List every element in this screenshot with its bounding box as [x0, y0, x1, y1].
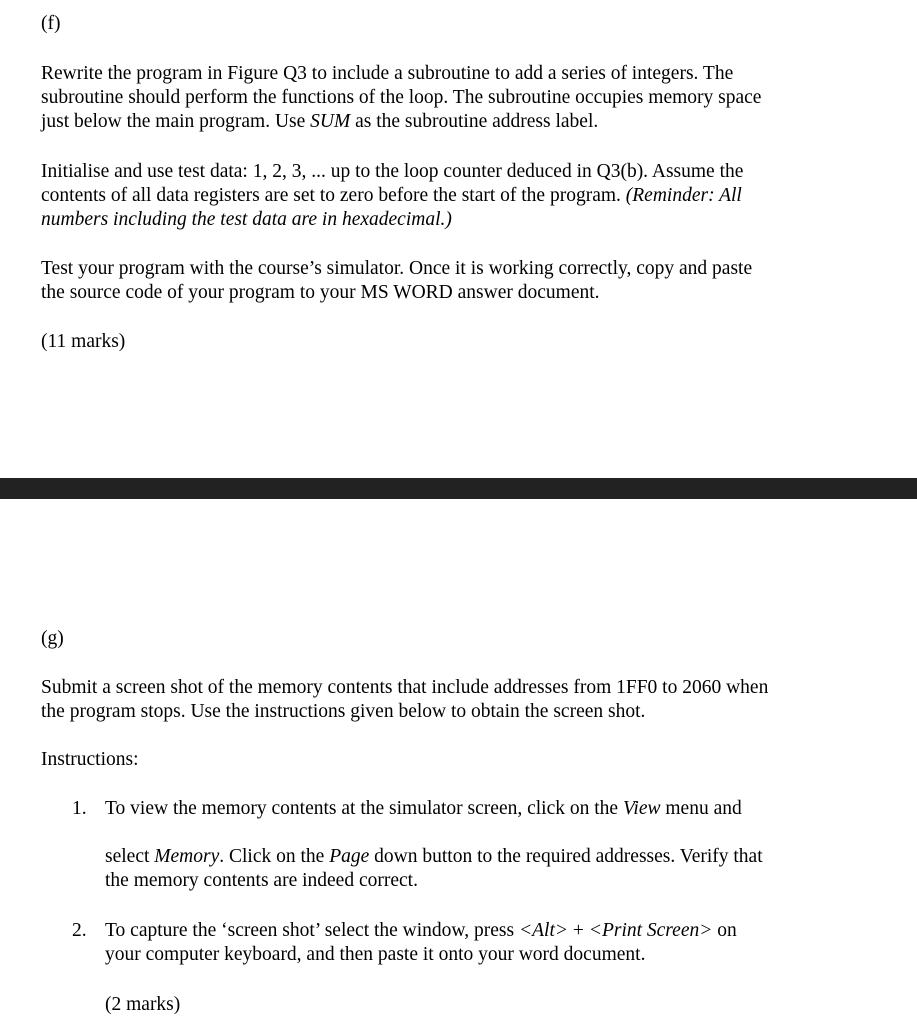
text-span: To view the memory contents at the simulator screen, click on the [105, 798, 623, 819]
page-text: Page [329, 846, 370, 867]
text-line: the memory contents are indeed correct. [105, 870, 418, 891]
text-span: To capture the ‘screen shot’ select the window, press [105, 920, 519, 941]
text-span: as the subroutine address label. [350, 111, 599, 132]
text-line: the source code of your program to your MS WORD answer document. [41, 282, 600, 303]
text-line: Submit a screen shot of the memory contents that include addresses from 1FF0 to 2060 when [41, 677, 769, 698]
text-span: . Click on the [219, 846, 330, 867]
text-line: subroutine should perform the functions of the loop. The subroutine occupies memory space [41, 87, 762, 108]
text-line [41, 110, 851, 134]
text-line [41, 184, 851, 208]
memory-text: Memory [154, 846, 220, 867]
reminder-text: (Reminder: All [625, 185, 742, 206]
section-g-marks: (2 marks) [105, 994, 181, 1015]
alt-key-text: <Alt> [518, 920, 569, 941]
section-f-label: (f) [41, 13, 61, 34]
page-divider [0, 478, 917, 499]
section-g-label: (g) [41, 628, 64, 649]
page-top [0, 0, 917, 478]
view-menu-text: View [622, 798, 661, 819]
text-line [105, 919, 845, 943]
section-f-marks: (11 marks) [41, 331, 126, 352]
text-line [105, 797, 845, 821]
instruction-item-2 [105, 919, 845, 967]
list-number: 2. [72, 920, 87, 941]
print-screen-key-text: <Print Screen> [588, 920, 713, 941]
instruction-item-1 [105, 797, 845, 893]
list-number: 1. [72, 798, 87, 819]
text-span: select [105, 846, 155, 867]
text-line: your computer keyboard, and then paste it onto your word document. [105, 944, 646, 965]
text-span: menu and [660, 798, 742, 819]
text-line: the program stops. Use the instructions given below to obtain the screen shot. [41, 701, 646, 722]
section-f-paragraph-2 [41, 160, 851, 232]
sum-label: SUM [310, 111, 351, 132]
text-line: Initialise and use test data: 1, 2, 3, ... up to the loop counter deduced in Q3(b). Assume the [41, 161, 744, 182]
reminder-text: numbers including the test data are in hexadecimal.) [41, 209, 452, 230]
text-span: contents of all data registers are set to zero before the start of the program. [41, 185, 626, 206]
text-span: + [568, 920, 589, 941]
section-f-paragraph-3 [41, 257, 851, 305]
text-span: just below the main program. Use [41, 111, 311, 132]
section-f-paragraph-1 [41, 62, 851, 134]
section-g-paragraph-1 [41, 676, 851, 724]
text-line [105, 845, 845, 869]
text-span: on [712, 920, 737, 941]
text-span: down button to the required addresses. Verify that [369, 846, 763, 867]
text-line: Rewrite the program in Figure Q3 to include a subroutine to add a series of integers. The [41, 63, 734, 84]
text-line: Test your program with the course’s simulator. Once it is working correctly, copy and paste [41, 258, 753, 279]
instructions-heading: Instructions: [41, 749, 139, 770]
text-line [41, 208, 851, 232]
